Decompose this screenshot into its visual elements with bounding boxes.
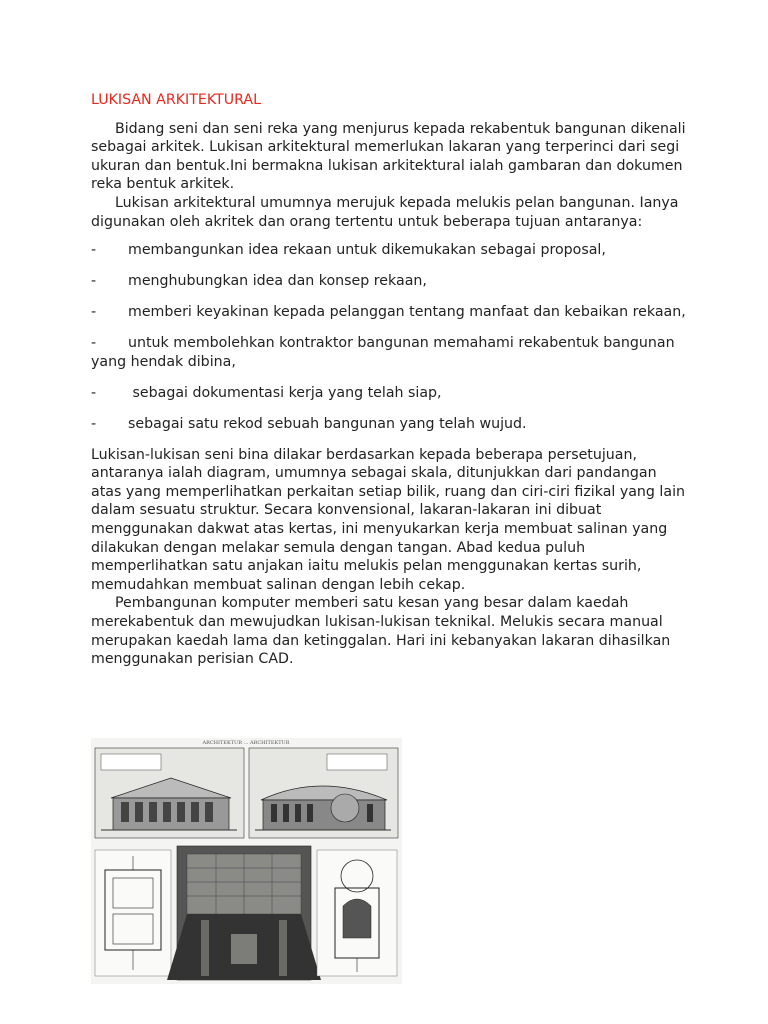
architecture-drawing-plate xyxy=(91,738,402,984)
paragraph-1: Bidang seni dan seni reka yang menjurus kepada rekabentuk bangunan dikenali sebagai arkitek. Lukisan arkitektural memerlukan lakaran yang terperinci dari segi ukuran dan bentuk.Ini bermakna lukisan arkitektural ialah gambaran dan dokumen reka bentuk arkitek. xyxy=(91,120,686,193)
purpose-list xyxy=(91,241,691,433)
list-dash: - xyxy=(91,415,97,432)
architecture-illustration xyxy=(91,738,402,984)
paragraph-2: Lukisan arkitektural umumnya merujuk kepada melukis pelan bangunan. Ianya digunakan oleh akritek dan orang tertentu untuk beberapa tujuan antaranya: xyxy=(91,194,679,230)
document-body xyxy=(91,91,691,669)
floor-plan-left xyxy=(95,850,171,976)
list-item xyxy=(91,384,691,403)
list-dash: - xyxy=(91,273,97,290)
list-item xyxy=(91,272,691,291)
list-item-text: untuk membolehkan kontraktor bangunan memahami rekabentuk bangunan yang hendak dibina, xyxy=(91,335,675,370)
list-item-text: sebagai satu rekod sebuah bangunan yang telah wujud. xyxy=(128,415,527,432)
list-item xyxy=(91,303,691,322)
list-item-text: menghubungkan idea dan konsep rekaan, xyxy=(128,273,427,290)
document-title: LUKISAN ARKITEKTURAL xyxy=(91,92,261,108)
list-item xyxy=(91,334,691,371)
paragraph-3: Lukisan-lukisan seni bina dilakar berdasarkan kepada beberapa persetujuan, antaranya ialah diagram, umumnya sebagai skala, ditunjukkan dari pandangan atas yang memperlihatkan perkaitan setiap bilik, ruang dan ciri-ciri fizikal yang lain dalam sesuatu struktur. Secara konvensional, lakaran-lakaran ini dibuat menggunakan dakwat atas kertas, ini menyukarkan kerja membuat salinan yang dilakukan dengan melakar semula dengan tangan. Abad kedua puluh memperlihatkan satu anjakan iaitu melukis pelan menggunakan kertas surih, memudahkan membuat salinan dengan lebih cekap. xyxy=(91,446,686,593)
list-dash: - xyxy=(91,335,97,352)
list-item-text: memberi keyakinan kepada pelanggan tentang manfaat dan kebaikan rekaan, xyxy=(128,304,686,321)
interior-hall-view xyxy=(167,846,321,980)
list-dash: - xyxy=(91,242,97,259)
floor-plan-right xyxy=(317,850,397,976)
list-item-text: sebagai dokumentasi kerja yang telah siap, xyxy=(128,384,442,401)
list-item-text: membangunkan idea rekaan untuk dikemukakan sebagai proposal, xyxy=(128,242,606,259)
list-item xyxy=(91,241,691,260)
building-elevation-left xyxy=(95,748,244,838)
list-item xyxy=(91,415,691,434)
list-dash: - xyxy=(91,384,97,401)
plate-caption: ARCHITEKTUR ... ARCHITEKTUR xyxy=(202,740,290,746)
list-dash: - xyxy=(91,304,97,321)
building-elevation-right xyxy=(249,748,398,838)
paragraph-4: Pembangunan komputer memberi satu kesan yang besar dalam kaedah merekabentuk dan mewujudkan lukisan-lukisan teknikal. Melukis secara manual merupakan kaedah lama dan ketinggalan. Hari ini kebanyakan lakaran dihasilkan menggunakan perisian CAD. xyxy=(91,595,671,668)
